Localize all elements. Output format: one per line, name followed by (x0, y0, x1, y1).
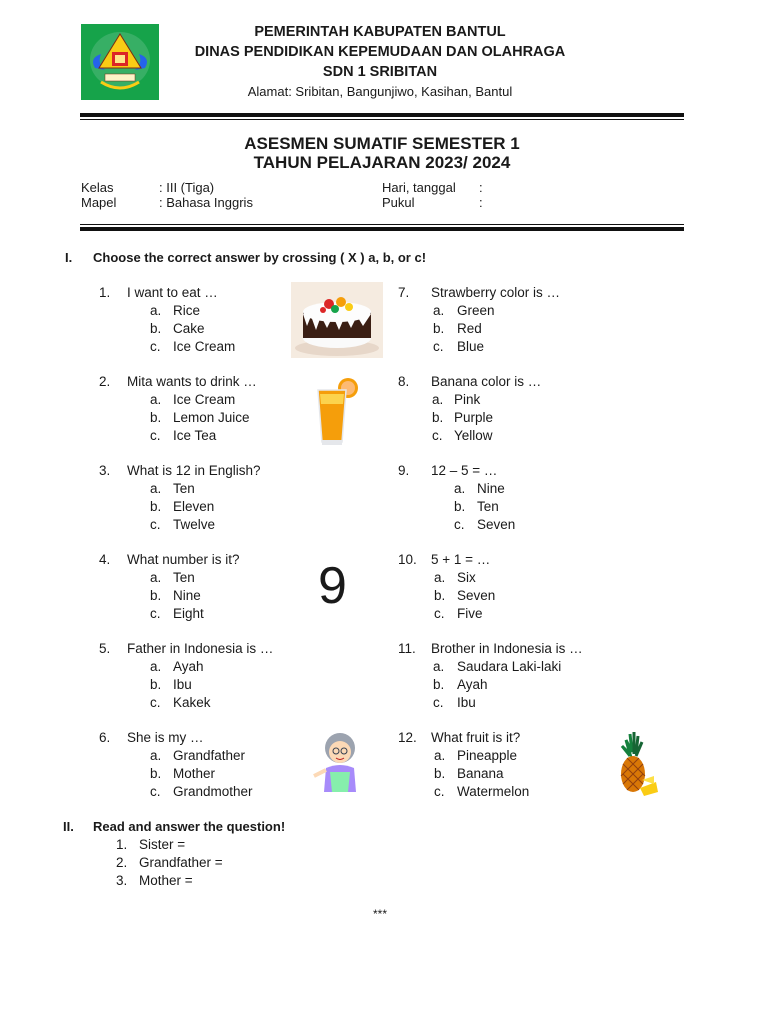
option-text[interactable]: Ibu (173, 677, 192, 692)
option-text[interactable]: Six (457, 570, 476, 585)
option-text[interactable]: Purple (454, 410, 494, 425)
option-text[interactable]: Eleven (173, 499, 215, 514)
section2-item-text: Mother = (139, 873, 193, 888)
option-letter[interactable]: a. (150, 392, 162, 407)
option-text[interactable]: Kakek (173, 695, 211, 710)
option-text[interactable]: Watermelon (457, 784, 530, 799)
header-address: Alamat: Sribitan, Bangunjiwo, Kasihan, Bantul (247, 84, 513, 99)
option-text[interactable]: Ice Cream (173, 339, 236, 354)
option-text[interactable]: Ten (173, 570, 195, 585)
question-text: Mita wants to drink … (127, 374, 257, 389)
section2-item-number: 2. (116, 855, 128, 870)
option-letter[interactable]: b. (433, 321, 445, 336)
header-department: DINAS PENDIDIKAN KEPEMUDAAN DAN OLAHRAGA (194, 44, 566, 60)
exam-year: TAHUN PELAJARAN 2023/ 2024 (253, 153, 511, 172)
option-letter[interactable]: c. (434, 606, 445, 621)
question-text: 5 + 1 = … (431, 552, 491, 567)
juice-glass-image (314, 376, 362, 448)
option-text[interactable]: Twelve (173, 517, 216, 532)
question-text: I want to eat … (127, 285, 218, 300)
option-letter[interactable]: b. (432, 410, 444, 425)
section2-item-text: Sister = (139, 837, 186, 852)
option-letter[interactable]: a. (432, 392, 444, 407)
option-letter[interactable]: a. (434, 570, 446, 585)
option-letter[interactable]: a. (150, 748, 162, 763)
option-text[interactable]: Ayah (457, 677, 488, 692)
section2-number: II. (63, 819, 74, 834)
question-text: Brother in Indonesia is … (431, 641, 583, 656)
footer-stars: *** (373, 907, 388, 921)
question-text: What fruit is it? (431, 730, 521, 745)
option-letter[interactable]: b. (454, 499, 466, 514)
option-letter[interactable]: a. (433, 303, 445, 318)
number-nine-image: 9 (318, 557, 347, 615)
option-letter[interactable]: a. (433, 659, 445, 674)
option-letter[interactable]: a. (454, 481, 466, 496)
option-text[interactable]: Green (457, 303, 495, 318)
question-number: 3. (99, 463, 111, 478)
option-text[interactable]: Ayah (173, 659, 204, 674)
question-text: Strawberry color is … (431, 285, 561, 300)
option-letter[interactable]: c. (150, 784, 161, 799)
option-letter[interactable]: a. (150, 481, 162, 496)
question-text: Banana color is … (431, 374, 542, 389)
option-text[interactable]: Nine (477, 481, 505, 496)
option-letter[interactable]: b. (150, 766, 162, 781)
option-text[interactable]: Lemon Juice (173, 410, 250, 425)
option-text[interactable]: Pineapple (457, 748, 518, 763)
question-number: 1. (99, 285, 111, 300)
option-text[interactable]: Seven (457, 588, 496, 603)
question-number: 7. (398, 285, 410, 300)
question-number: 12. (398, 730, 417, 745)
option-text[interactable]: Red (457, 321, 482, 336)
option-text[interactable]: Blue (457, 339, 485, 354)
option-letter[interactable]: a. (434, 748, 446, 763)
option-letter[interactable]: a. (150, 570, 162, 585)
question-number: 4. (99, 552, 111, 567)
question-number: 11. (398, 641, 416, 656)
option-text[interactable]: Five (457, 606, 483, 621)
question-text: What is 12 in English? (127, 463, 261, 478)
option-letter[interactable]: c. (434, 784, 445, 799)
option-text[interactable]: Grandfather (173, 748, 246, 763)
option-letter[interactable]: c. (433, 695, 444, 710)
meta-rule-thick (80, 227, 684, 231)
option-text[interactable]: Yellow (454, 428, 493, 443)
option-letter[interactable]: b. (150, 410, 162, 425)
mapel-value: : Bahasa Inggris (159, 195, 253, 210)
header-government: PEMERINTAH KABUPATEN BANTUL (254, 24, 506, 40)
option-text[interactable]: Mother (173, 766, 216, 781)
option-letter[interactable]: c. (432, 428, 443, 443)
school-logo (81, 24, 159, 100)
exam-title: ASESMEN SUMATIF SEMESTER 1 (244, 134, 520, 153)
option-letter[interactable]: c. (150, 517, 161, 532)
question-text: Father in Indonesia is … (127, 641, 274, 656)
option-text[interactable]: Grandmother (173, 784, 253, 799)
option-text[interactable]: Banana (457, 766, 504, 781)
option-text[interactable]: Nine (173, 588, 201, 603)
option-letter[interactable]: c. (150, 606, 161, 621)
section2-instruction: Read and answer the question! (93, 819, 286, 834)
option-letter[interactable]: a. (150, 303, 162, 318)
option-letter[interactable]: c. (150, 695, 161, 710)
question-number: 5. (99, 641, 111, 656)
option-text[interactable]: Ibu (457, 695, 476, 710)
option-letter[interactable]: b. (150, 677, 162, 692)
option-letter[interactable]: b. (150, 588, 162, 603)
option-text[interactable]: Seven (477, 517, 516, 532)
header-school: SDN 1 SRIBITAN (322, 64, 438, 80)
hari-label: Hari, tanggal (382, 180, 456, 195)
option-letter[interactable]: b. (433, 677, 445, 692)
option-text[interactable]: Saudara Laki-laki (457, 659, 562, 674)
option-letter[interactable]: b. (434, 588, 446, 603)
header-rule-thick (80, 113, 684, 117)
option-text[interactable]: Ice Tea (173, 428, 217, 443)
question-number: 2. (99, 374, 111, 389)
question-text: 12 – 5 = … (431, 463, 498, 478)
meta-rule-thin (80, 224, 684, 225)
cake-image (291, 282, 383, 358)
option-letter[interactable]: b. (434, 766, 446, 781)
option-text[interactable]: Ice Cream (173, 392, 236, 407)
option-text[interactable]: Eight (173, 606, 204, 621)
section2-item-text: Grandfather = (139, 855, 223, 870)
option-text[interactable]: Rice (173, 303, 201, 318)
section2-item-number: 3. (116, 873, 128, 888)
option-letter[interactable]: b. (150, 499, 162, 514)
pukul-label: Pukul (382, 195, 415, 210)
option-letter[interactable]: c. (150, 339, 161, 354)
option-letter[interactable]: a. (150, 659, 162, 674)
option-text[interactable]: Pink (454, 392, 481, 407)
option-letter[interactable]: c. (454, 517, 465, 532)
pukul-value: : (479, 195, 483, 210)
question-number: 8. (398, 374, 410, 389)
hari-value: : (479, 180, 483, 195)
section2-item-number: 1. (116, 837, 128, 852)
section1-number: I. (65, 250, 73, 265)
question-text: She is my … (127, 730, 204, 745)
pineapple-image (612, 730, 660, 798)
grandmother-image (308, 728, 364, 794)
option-text[interactable]: Ten (477, 499, 499, 514)
question-text: What number is it? (127, 552, 240, 567)
question-number: 9. (398, 463, 410, 478)
option-letter[interactable]: b. (150, 321, 162, 336)
kelas-value: : III (Tiga) (159, 180, 215, 195)
option-text[interactable]: Cake (173, 321, 205, 336)
header-rule-thin (80, 119, 684, 120)
question-number: 10. (398, 552, 417, 567)
section1-instruction: Choose the correct answer by crossing ( X ) a, b, or c! (93, 250, 427, 265)
option-letter[interactable]: c. (433, 339, 444, 354)
question-number: 6. (99, 730, 111, 745)
mapel-label: Mapel (81, 195, 117, 210)
option-text[interactable]: Ten (173, 481, 195, 496)
kelas-label: Kelas (81, 180, 114, 195)
option-letter[interactable]: c. (150, 428, 161, 443)
